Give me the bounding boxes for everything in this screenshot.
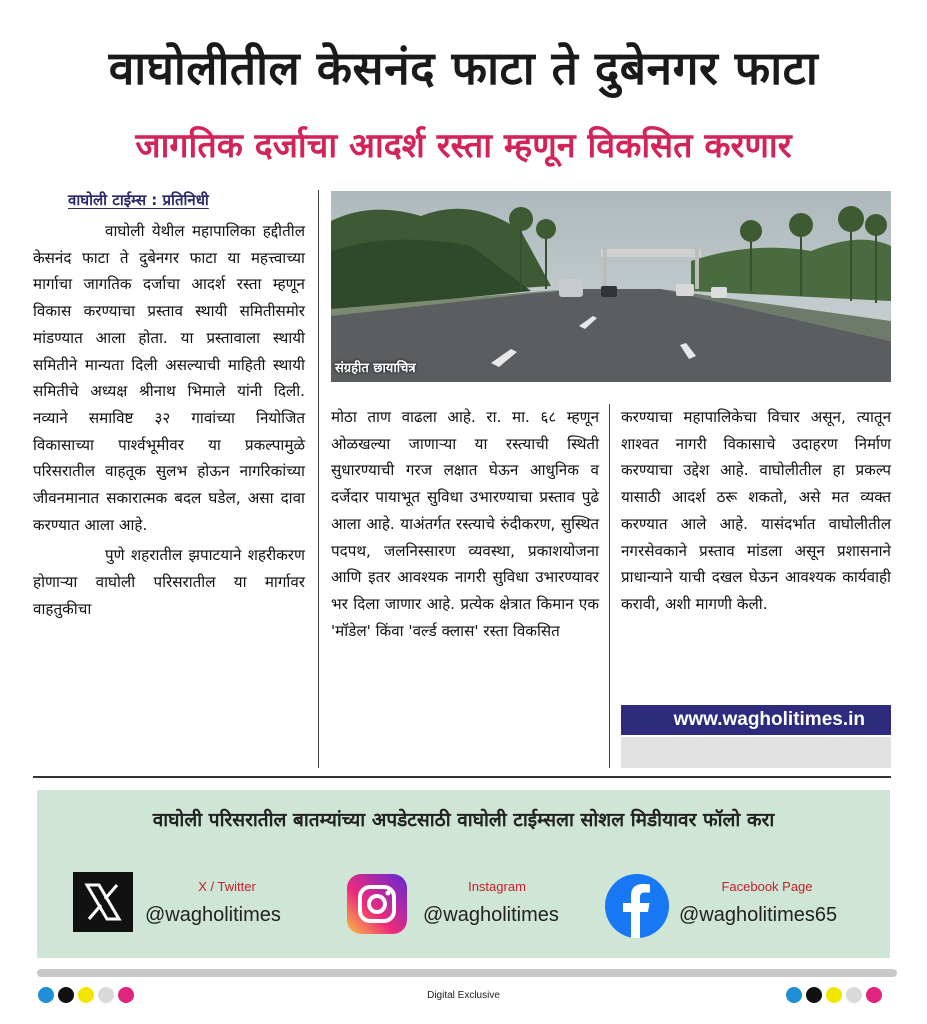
- grey-bar: [621, 737, 891, 768]
- article-column-3: [621, 404, 891, 618]
- column-divider: [609, 404, 610, 768]
- website-link[interactable]: www.wagholitimes.in: [621, 705, 891, 735]
- article-paragraph: पुणे शहरातील झपाटयाने शहरीकरण होणाऱ्या वाघोली परिसरातील या मार्गावर वाहतुकीचा: [33, 546, 305, 618]
- footer-label: Digital Exclusive: [427, 990, 500, 1001]
- facebook-icon[interactable]: [605, 874, 669, 938]
- article-paragraph: करण्याचा महापालिकेचा विचार असून, त्यातून शाश्वत नागरी विकासाचे उदाहरण निर्माण करण्याचा उद्देश आहे. वाघोलीतील हा प्रकल्प यासाठी आदर्श ठरू शकतो, असे मत व्यक्त करण्यात आले आहे. यासंदर्भात वाघोलीतील नगरसेवकाने प्रस्ताव मांडला असून प्रशासनाने प्राधान्याने याची दखल घेऊन आवश्यक कार्यवाही करावी, अशी मागणी केली.: [621, 408, 891, 613]
- bottom-bar: [37, 969, 897, 977]
- color-dot: [866, 987, 882, 1003]
- color-dot: [826, 987, 842, 1003]
- column-divider: [318, 190, 319, 768]
- article-paragraph: वाघोली येथील महापालिका हद्दीतील केसनंद फाटा ते दुबेनगर फाटा या महत्त्वाच्या मार्गाचा जागतिक दर्जाचा आदर्श रस्ता म्हणून विकास करण्याचा प्रस्ताव स्थायी समितीसमोर मांडण्यात आला होता. या प्रस्तावाला स्थायी समितीने मान्यता दिली असल्याची माहिती स्थायी समितीचे अध्यक्ष श्रीनाथ भिमाले यांनी दिली. नव्याने समाविष्ट ३२ गावांच्या नियोजित विकासाच्या पार्श्वभूमीवर या प्रकल्पामुळे परिसरातील वाहतूक सुलभ होऊन नागरिकांच्या जीवनमानात सकारात्मक बदल घडेल, असा दावा करण्यात आला आहे.: [33, 222, 305, 534]
- byline: वाघोली टाईम्स : प्रतिनिधी: [68, 191, 209, 209]
- divider: [33, 776, 891, 778]
- social-title: वाघोली परिसरातील बातम्यांच्या अपडेटसाठी वाघोली टाईम्सला सोशल मिडीयावर फॉलो करा: [152, 809, 775, 831]
- x-twitter-icon[interactable]: [73, 872, 133, 932]
- facebook-label: Facebook Page: [721, 879, 813, 894]
- color-dot: [786, 987, 802, 1003]
- article-column-2: [331, 404, 599, 644]
- instagram-handle[interactable]: @wagholitimes: [423, 904, 559, 926]
- color-dot: [806, 987, 822, 1003]
- article-paragraph: मोठा ताण वाढला आहे. रा. मा. ६८ म्हणून ओळखल्या जाणाऱ्या या रस्त्याची स्थिती सुधारण्याची गरज लक्षात घेऊन आधुनिक व दर्जेदार पायाभूत सुविधा उभारण्याचा प्रस्ताव पुढे आला आहे. याअंतर्गत रस्त्याचे रुंदीकरण, सुस्थित पदपथ, जलनिस्सारण व्यवस्था, प्रकाशयोजना आणि इतर आवश्यक नागरी सुविधा उभारण्यावर भर दिला जाणार आहे. प्रत्येक क्षेत्रात किमान एक 'मॉडेल' किंवा 'वर्ल्ड क्लास' रस्ता विकसित: [331, 408, 599, 640]
- article-column-1: [33, 218, 305, 623]
- twitter-label: X / Twitter: [198, 879, 256, 894]
- social-follow-box: [37, 790, 890, 958]
- subheadline: जागतिक दर्जाचा आदर्श रस्ता म्हणून विकसित करणार: [135, 126, 792, 166]
- road-photo: [331, 191, 891, 382]
- color-dots-right: [786, 987, 882, 1003]
- color-dot: [846, 987, 862, 1003]
- instagram-label: Instagram: [468, 879, 526, 894]
- facebook-handle[interactable]: @wagholitimes65: [679, 904, 838, 926]
- instagram-icon[interactable]: [347, 874, 407, 934]
- headline: वाघोलीतील केसनंद फाटा ते दुबेनगर फाटा: [108, 41, 819, 95]
- photo-caption: संग्रहीत छायाचित्र: [335, 361, 416, 376]
- twitter-handle[interactable]: @wagholitimes: [145, 904, 281, 926]
